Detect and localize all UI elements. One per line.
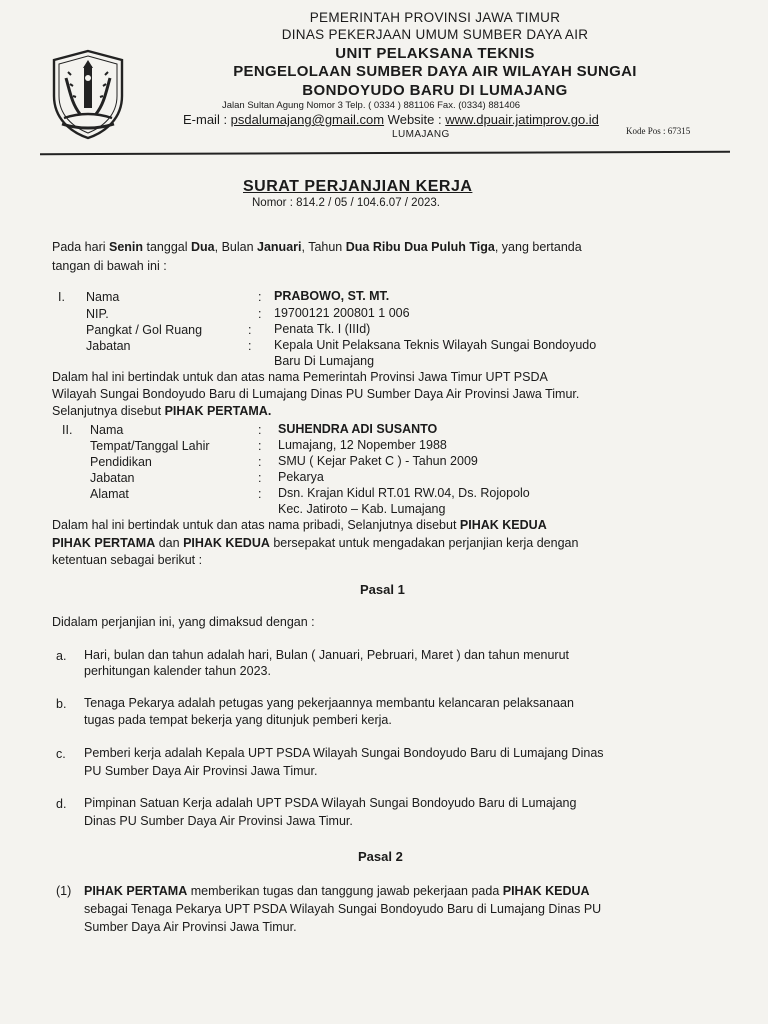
pasal1-intro: Didalam perjanjian ini, yang dimaksud dengan : xyxy=(52,615,315,629)
pasal1-item-a-line-2: perhitungan kalender tahun 2023. xyxy=(84,664,271,678)
colon: : xyxy=(248,339,252,353)
header-region: BONDOYUDO BARU DI LUMAJANG xyxy=(302,82,568,99)
intro-month: Januari xyxy=(257,240,302,254)
header-unit: UNIT PELAKSANA TEKNIS xyxy=(335,45,535,62)
party2-birth-label: Tempat/Tanggal Lahir xyxy=(90,439,210,453)
party2-position-label: Jabatan xyxy=(90,471,135,485)
pasal2-clause-number: (1) xyxy=(56,884,72,898)
pasal1-item-b-line-2: tugas pada tempat bekerja yang ditunjuk pemberi kerja. xyxy=(84,713,392,727)
party2-para-line-3: ketentuan sebagai berikut : xyxy=(52,553,203,567)
intro-text: Pada hari xyxy=(52,240,109,254)
pasal1-item-c-line-2: PU Sumber Daya Air Provinsi Jawa Timur. xyxy=(84,764,318,778)
colon: : xyxy=(258,290,262,304)
intro-line-2: tangan di bawah ini : xyxy=(52,259,167,273)
pasal2-clause-line-2: sebagai Tenaga Pekarya UPT PSDA Wilayah Sungai Bondoyudo Baru di Lumajang Dinas PU xyxy=(84,902,602,916)
colon: : xyxy=(258,439,262,453)
email-label: E-mail : xyxy=(183,112,231,127)
intro-line-1 xyxy=(52,240,582,254)
intro-text: , Tahun xyxy=(301,240,346,254)
colon: : xyxy=(258,487,262,501)
intro-day: Senin xyxy=(108,240,144,254)
party1-designation: PIHAK PERTAMA xyxy=(52,536,156,550)
colon: : xyxy=(258,307,262,321)
colon: : xyxy=(258,471,262,485)
party1-nip-label: NIP. xyxy=(86,307,109,321)
party2-address-label: Alamat xyxy=(90,487,129,501)
intro-text: tanggal xyxy=(143,240,191,254)
party2-para-text: Dalam hal ini bertindak untuk dan atas nama pribadi, Selanjutnya disebut xyxy=(52,518,460,532)
pasal1-item-a-line-1: Hari, bulan dan tahun adalah hari, Bulan ( Januari, Pebruari, Maret ) dan tahun menurut xyxy=(84,648,570,662)
party2-designation: PIHAK KEDUA xyxy=(502,884,590,898)
header-city: LUMAJANG xyxy=(392,129,450,140)
pasal1-item-c-line-1: Pemberi kerja adalah Kepala UPT PSDA Wilayah Sungai Bondoyudo Baru di Lumajang Dinas xyxy=(84,746,604,760)
party2-birth-value: Lumajang, 12 Nopember 1988 xyxy=(278,438,447,452)
party1-para-text: Selanjutnya disebut xyxy=(52,404,165,418)
party1-para-line-3 xyxy=(52,404,271,418)
intro-text: , yang bertanda xyxy=(494,240,582,254)
pasal1-item-b-line-1: Tenaga Pekarya adalah petugas yang pekerjaannya membantu kelancaran pelaksanaan xyxy=(84,696,574,710)
party2-name-value: SUHENDRA ADI SUSANTO xyxy=(278,422,438,436)
website-link[interactable]: www.dpuair.jatimprov.go.id xyxy=(445,112,599,127)
pasal2-text: memberikan tugas dan tanggung jawab pekerjaan pada xyxy=(187,884,503,898)
party1-position-value: Kepala Unit Pelaksana Teknis Wilayah Sungai Bondoyudo xyxy=(274,338,597,352)
pasal2-heading: Pasal 2 xyxy=(358,849,403,864)
colon: : xyxy=(258,423,262,437)
party1-name-value: PRABOWO, ST. MT. xyxy=(274,289,390,303)
party1-para-line-2: Wilayah Sungai Bondoyudo Baru di Lumajang Dinas PU Sumber Daya Air Provinsi Jawa Timur. xyxy=(52,387,580,401)
pasal2-clause-line-1 xyxy=(84,884,590,898)
party2-para-line-2 xyxy=(52,536,578,550)
pasal1-item-d-line-1: Pimpinan Satuan Kerja adalah UPT PSDA Wilayah Sungai Bondoyudo Baru di Lumajang xyxy=(84,796,577,810)
party1-rank-value: Penata Tk. I (IIId) xyxy=(274,322,371,336)
pasal1-item-letter: c. xyxy=(56,747,66,761)
party2-address-value: Dsn. Krajan Kidul RT.01 RW.04, Ds. Rojopolo xyxy=(278,486,530,500)
party2-designation: PIHAK KEDUA xyxy=(459,518,547,532)
party1-para-line-1: Dalam hal ini bertindak untuk dan atas nama Pemerintah Provinsi Jawa Timur UPT PSDA xyxy=(52,370,548,384)
header-rule xyxy=(40,151,730,155)
header-postcode: Kode Pos : 67315 xyxy=(626,126,691,136)
party2-number: II. xyxy=(62,423,73,437)
party2-para-text: bersepakat untuk mengadakan perjanjian kerja dengan xyxy=(269,536,579,550)
party1-number: I. xyxy=(58,290,65,304)
party1-rank-label: Pangkat / Gol Ruang xyxy=(86,323,203,337)
party1-nip-value: 19700121 200801 1 006 xyxy=(274,306,410,320)
party1-name-label: Nama xyxy=(86,290,120,304)
pasal1-item-letter: a. xyxy=(56,649,67,663)
party2-para-text: dan xyxy=(155,536,184,550)
intro-date: Dua xyxy=(191,240,215,254)
party2-position-value: Pekarya xyxy=(278,470,324,484)
pasal1-item-d-line-2: Dinas PU Sumber Daya Air Provinsi Jawa Timur. xyxy=(84,814,353,828)
party2-name-label: Nama xyxy=(90,423,124,437)
header-government: PEMERINTAH PROVINSI JAWA TIMUR xyxy=(309,10,561,25)
colon: : xyxy=(248,323,252,337)
pasal2-clause-line-3: Sumber Daya Air Provinsi Jawa Timur. xyxy=(84,920,297,934)
party2-education-value: SMU ( Kejar Paket C ) - Tahun 2009 xyxy=(278,454,478,468)
party2-designation: PIHAK KEDUA xyxy=(183,536,270,550)
email-link[interactable]: psdalumajang@gmail.com xyxy=(230,112,385,127)
party2-education-label: Pendidikan xyxy=(90,455,152,469)
header-address: Jalan Sultan Agung Nomor 3 Telp. ( 0334 ) 881106 Fax. (0334) 881406 xyxy=(222,100,521,111)
pasal1-heading: Pasal 1 xyxy=(360,582,405,597)
pasal1-item-letter: b. xyxy=(56,697,67,711)
party1-designation: PIHAK PERTAMA. xyxy=(164,404,272,418)
party1-designation: PIHAK PERTAMA xyxy=(84,884,188,898)
pasal1-item-letter: d. xyxy=(56,797,67,811)
party2-para-line-1 xyxy=(52,518,547,532)
colon: : xyxy=(258,455,262,469)
party2-address-value-cont: Kec. Jatiroto – Kab. Lumajang xyxy=(278,502,446,516)
header-contact-line xyxy=(183,112,599,127)
document-number: Nomor : 814.2 / 05 / 104.6.07 / 2023. xyxy=(252,197,440,209)
header-department: DINAS PEKERJAAN UMUM SUMBER DAYA AIR xyxy=(281,27,589,42)
east-java-emblem-icon xyxy=(48,48,128,140)
header-unit-name: PENGELOLAAN SUMBER DAYA AIR WILAYAH SUNGAI xyxy=(233,63,637,80)
document-title: SURAT PERJANJIAN KERJA xyxy=(243,178,473,195)
website-label: Website : xyxy=(384,112,446,127)
party1-position-value-cont: Baru Di Lumajang xyxy=(274,354,375,368)
intro-year: Dua Ribu Dua Puluh Tiga xyxy=(345,240,495,254)
party1-position-label: Jabatan xyxy=(86,339,131,353)
intro-text: , Bulan xyxy=(214,240,258,254)
